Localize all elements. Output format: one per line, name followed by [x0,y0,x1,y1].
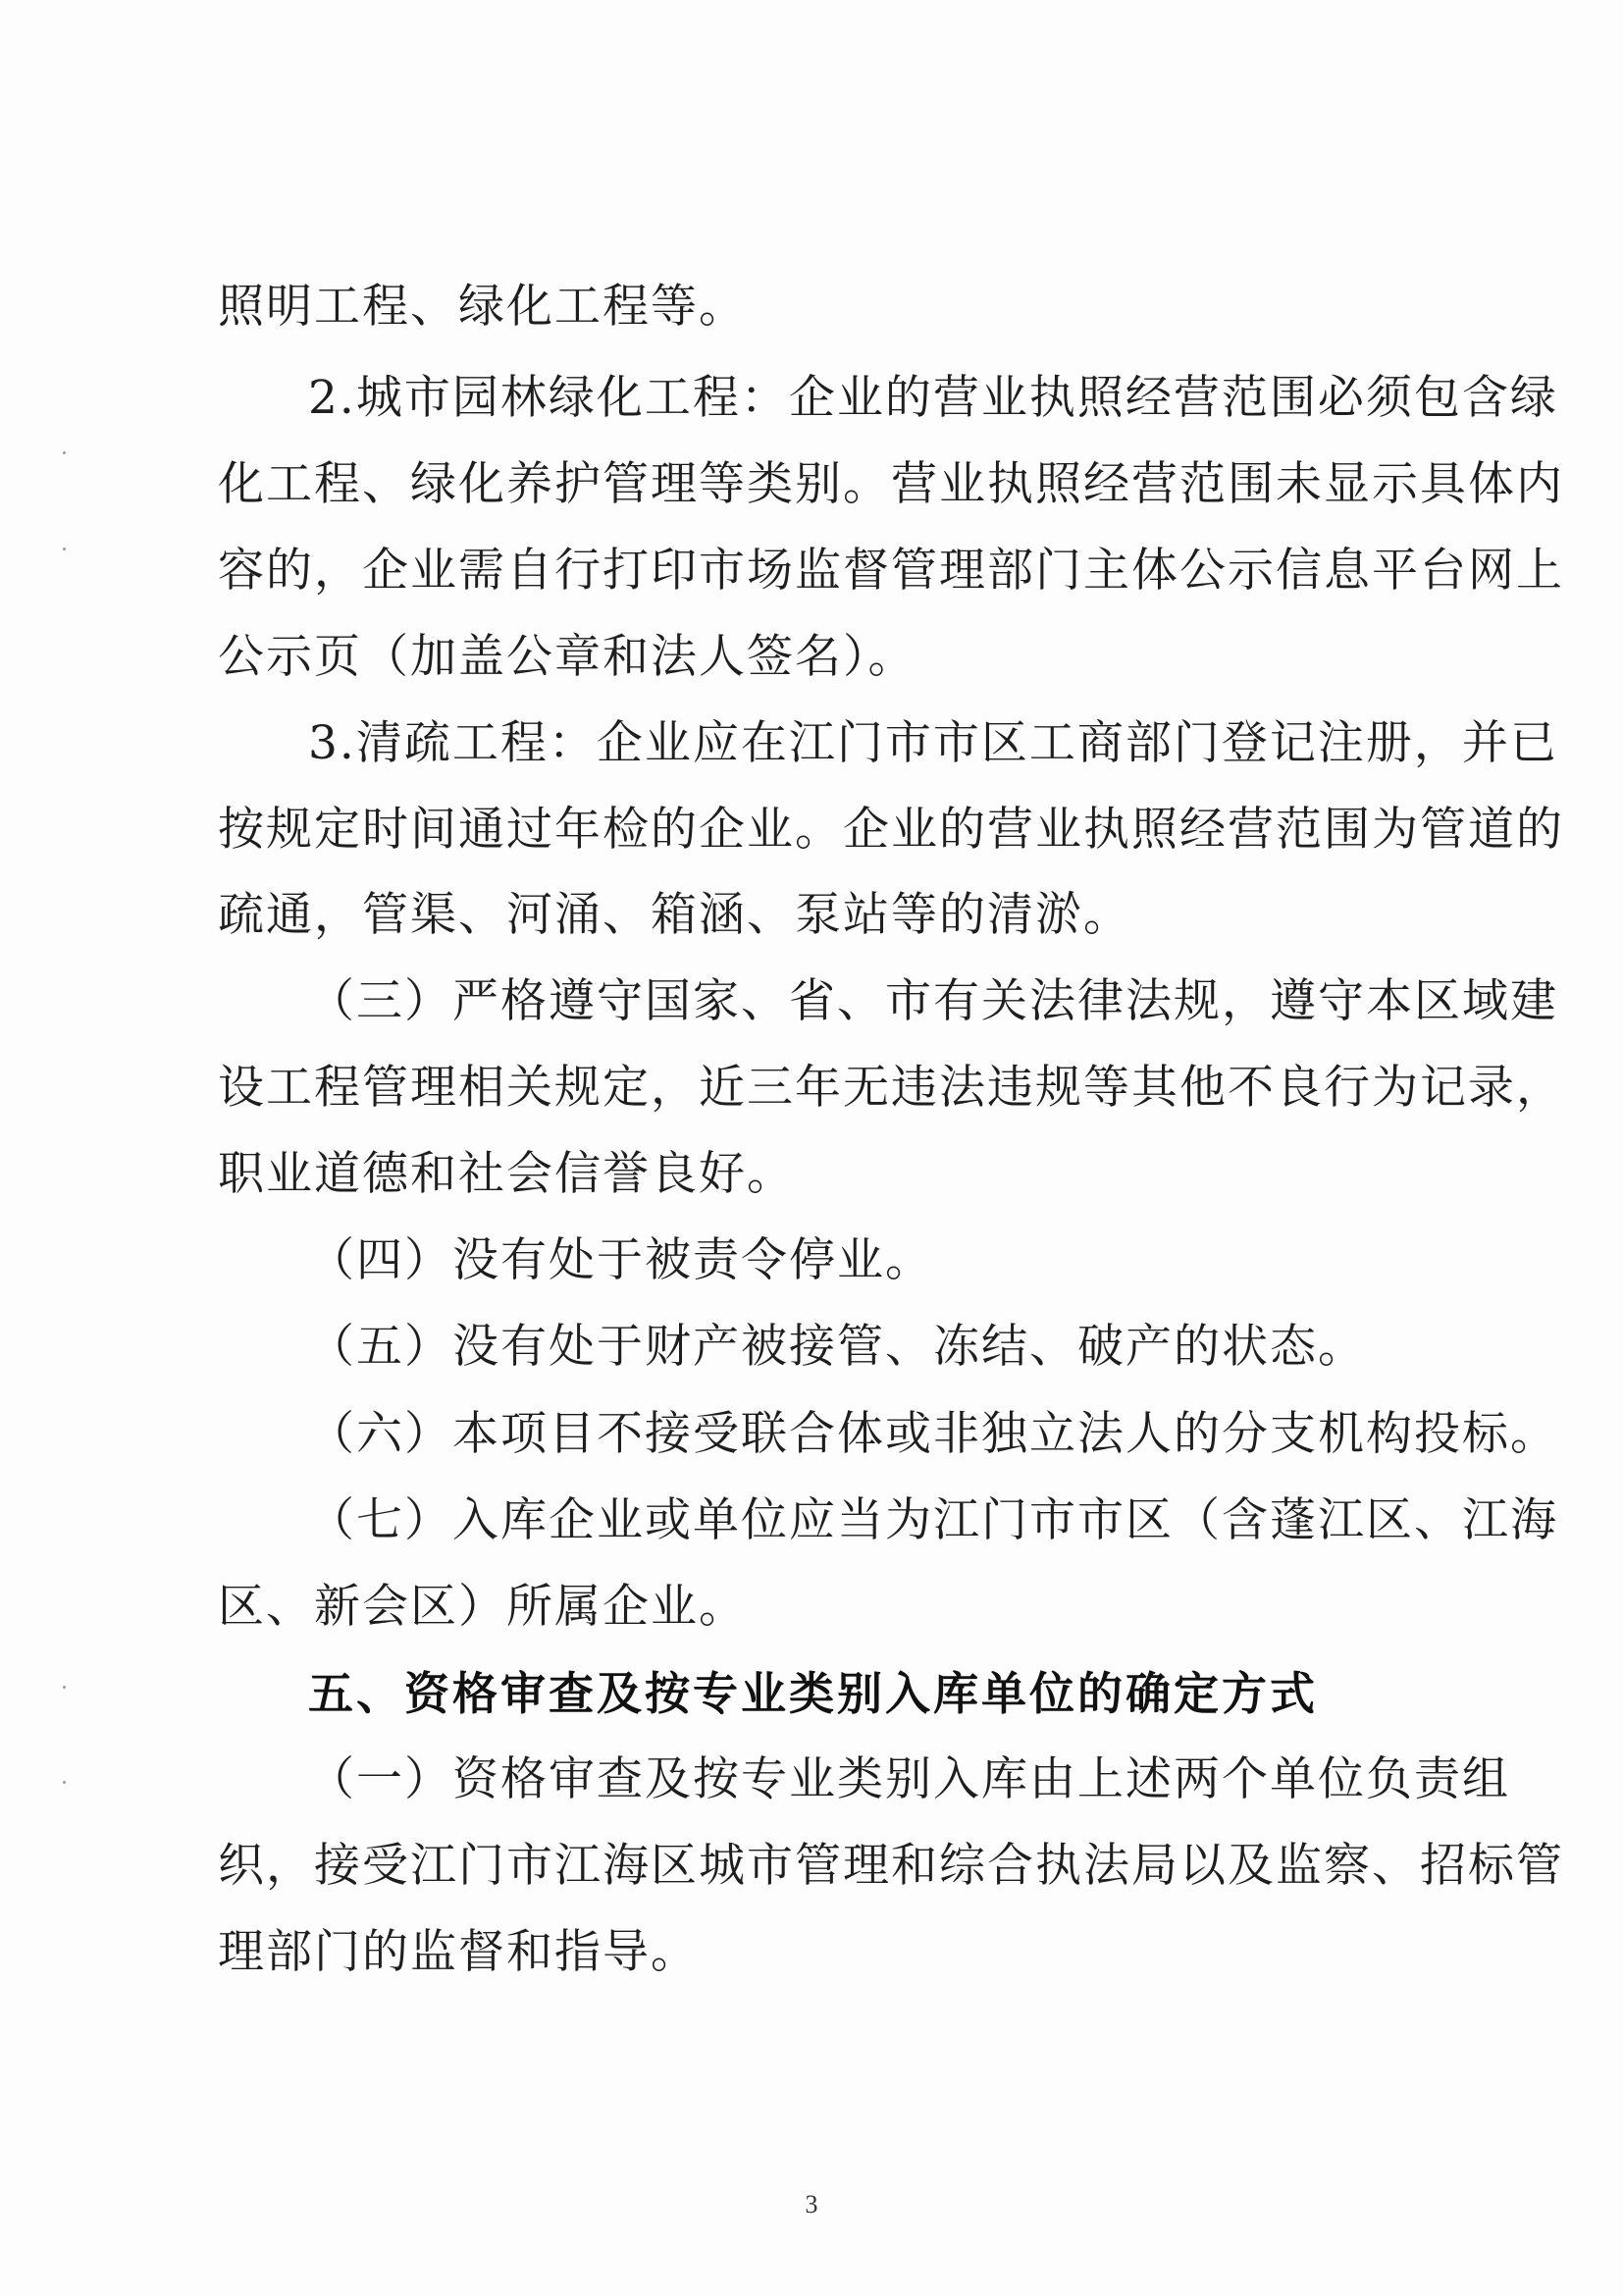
scan-speck [63,1781,66,1784]
text-line: （一）资格审查及按专业类别入库由上述两个单位负责组 [308,1752,1510,1806]
section-heading: 五、资格审查及按专业类别入库单位的确定方式 [308,1667,1318,1720]
text-line: 织，接受江门市江海区城市管理和综合执法局以及监察、招标管 [218,1839,1564,1893]
text-line: 职业道德和社会信誉良好。 [218,1147,795,1201]
text-line: 2.城市园林绿化工程：企业的营业执照经营范围必须包含绿 [308,371,1558,425]
text-line: 3.清疏工程：企业应在江门市市区工商部门登记注册，并已 [308,716,1558,770]
text-line: 照明工程、绿化工程等。 [218,280,747,334]
text-line: 理部门的监督和指导。 [218,1925,699,1979]
text-line: 设工程管理相关规定，近三年无违法违规等其他不良行为记录， [218,1061,1564,1115]
scan-speck [63,451,66,454]
scan-speck [63,1686,66,1689]
text-line: 化工程、绿化养护管理等类别。营业执照经营范围未显示具体内 [218,457,1564,511]
text-line: 按规定时间通过年检的企业。企业的营业执照经营范围为管道的 [218,803,1564,857]
text-line: （四）没有处于被责令停业。 [308,1233,933,1287]
text-line: （三）严格遵守国家、省、市有关法律法规，遵守本区域建 [308,974,1558,1028]
text-line: 公示页（加盖公章和法人签名）。 [218,630,916,684]
text-line: 区、新会区）所属企业。 [218,1580,747,1634]
text-line: （五）没有处于财产被接管、冻结、破产的状态。 [308,1320,1366,1374]
text-line: 疏通，管渠、河涌、箱涵、泵站等的清淤。 [218,888,1131,942]
text-line: （六）本项目不接受联合体或非独立法人的分支机构投标。 [308,1407,1558,1461]
text-line: （七）入库企业或单位应当为江门市市区（含蓬江区、江海 [308,1493,1558,1547]
scan-speck [63,548,66,550]
text-line: 容的，企业需自行打印市场监督管理部门主体公示信息平台网上 [218,544,1564,598]
page-number: 3 [805,2190,818,2218]
